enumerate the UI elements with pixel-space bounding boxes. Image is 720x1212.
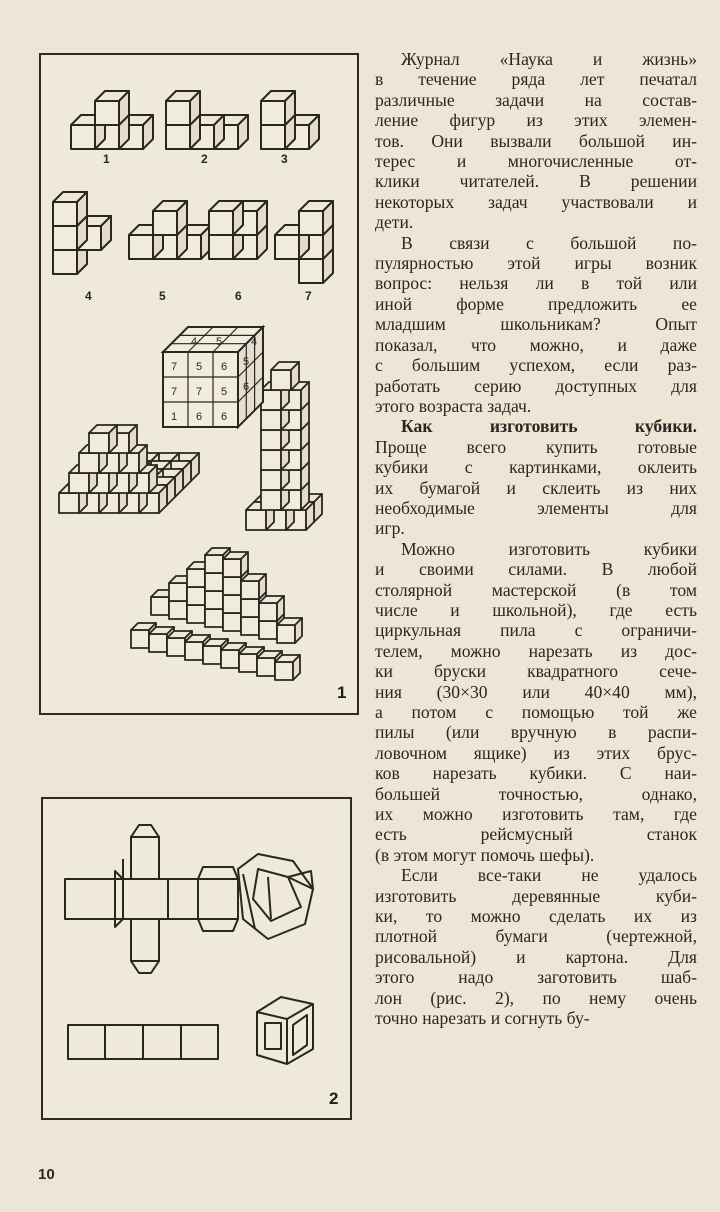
puzzle-piece-4: [53, 192, 111, 274]
cube-face-number: 5: [243, 356, 250, 368]
text-line: пилы (или вручную в распи-: [375, 722, 697, 743]
text-line: младшим школьникам? Опыт: [375, 314, 697, 335]
text-line: дети.: [375, 212, 414, 233]
text-line: ки, то можно сделать их из: [375, 906, 697, 927]
paragraph: [375, 49, 697, 233]
article-text: [375, 49, 697, 1029]
piece-cube: [209, 201, 243, 235]
text-line: лон (рис. 2), по нему очень: [375, 987, 697, 1008]
cube-net-strip: [68, 1025, 218, 1059]
cube-face-number: 1: [171, 411, 178, 423]
text-line: различные задачи на состав-: [375, 89, 697, 110]
figure-2: [41, 797, 352, 1120]
page-number: 10: [38, 1166, 55, 1183]
open-paper-cube: [257, 997, 313, 1064]
pyramid-cube: [89, 425, 117, 453]
puzzle-piece-7: [275, 201, 333, 283]
figure-1-drawing: [41, 55, 357, 713]
text-line: с большим успехом, если раз-: [375, 355, 697, 376]
text-line: кубики с картинками, оклеить: [375, 457, 697, 478]
cube-face-number: 6: [221, 411, 228, 423]
text-line: Можно изготовить кубики: [401, 538, 697, 559]
piece-label: 5: [159, 289, 166, 303]
text-line: этого надо заготовить шаб-: [375, 967, 697, 988]
text-line: их бумагой и склеить из них: [375, 477, 697, 498]
puzzle-piece-5: [129, 201, 211, 259]
text-line: Журнал «Наука и жизнь»: [401, 49, 697, 69]
cube-face-number: 4: [251, 336, 258, 348]
puzzle-piece-6: [209, 201, 267, 259]
cube-face-number: 6: [196, 411, 203, 423]
text-line: этого возраста задач.: [375, 395, 532, 416]
figure-1: [39, 53, 359, 715]
text-line: столярной мастерской (в том: [375, 579, 697, 600]
text-line: работать серию доступных для: [375, 375, 697, 396]
text-line: некоторых задач участвовали и: [375, 191, 697, 212]
text-line: точно нарезать и согнуть бу-: [375, 1008, 590, 1029]
text-line: В связи с большой по-: [401, 232, 697, 253]
puzzle-piece-1: [71, 91, 153, 149]
paragraph: [375, 233, 697, 417]
paragraph: [375, 865, 697, 1028]
piece-label: 6: [235, 289, 242, 303]
wall-cube: [275, 655, 300, 680]
text-line: показал, что можно, и даже: [375, 334, 697, 355]
piece-label: 2: [201, 152, 208, 166]
paragraph: [375, 416, 697, 538]
cube-face-number: 6: [243, 381, 250, 393]
piece-label: 1: [103, 152, 110, 166]
stepped-pyramid: [59, 425, 199, 513]
text-line: необходимые элементы для: [375, 497, 697, 518]
text-line: рисовальной) и картона. Для: [375, 946, 697, 967]
section-heading: Как изготовить кубики.: [401, 416, 697, 437]
cube-face-number: 4: [191, 336, 198, 348]
text-line: в течение ряда лет печатал: [375, 69, 697, 90]
text-line: ков нарезать кубики. С наи-: [375, 763, 697, 784]
piece-cube: [261, 91, 295, 125]
tower-cube: [271, 362, 299, 390]
text-line: ление фигур из этих элемен-: [375, 110, 697, 131]
text-line: ловочном ящике) из этих брус-: [375, 742, 697, 763]
cube-face-number: 6: [221, 361, 228, 373]
text-line: изготовить деревянные куби-: [375, 885, 697, 906]
text-line: вопрос: нельзя ли в той или: [375, 273, 697, 294]
paragraph: [375, 539, 697, 866]
text-line: терес и многочисленные от-: [375, 151, 697, 172]
figure-2-drawing: [43, 799, 350, 1118]
figure-1-number: 1: [337, 683, 347, 702]
wall-cube: [277, 618, 302, 643]
text-line: клики читателей. В решении: [375, 171, 697, 192]
piece-label: 7: [305, 289, 312, 303]
text-line: Если все-таки не удалось: [401, 865, 697, 886]
cube-face-number: 5: [221, 386, 228, 398]
text-line: ния (30×30 или 40×40 мм),: [375, 681, 697, 702]
folded-paper-cube: [238, 854, 313, 939]
text-line: и своими силами. В любой: [375, 559, 697, 580]
cube-face-number: 5: [196, 361, 203, 373]
text-line: есть рейсмусный станок: [375, 824, 697, 845]
piece-cube: [53, 192, 87, 226]
piece-cube: [166, 91, 200, 125]
puzzle-piece-2: [166, 91, 248, 149]
text-line: циркульная пила с ограничи-: [375, 620, 697, 641]
figure-2-number: 2: [329, 1089, 339, 1108]
text-line: числе и школьной), где есть: [375, 599, 697, 620]
text-line: ки бруски квадратного сече-: [375, 661, 697, 682]
cube-face-number: 5: [216, 336, 223, 348]
text-line: а потом с помощью той же: [375, 702, 697, 722]
numbered-cube: [163, 327, 263, 427]
wall-cube: [241, 574, 266, 599]
text-line: игр.: [375, 518, 405, 539]
wall-cube: [259, 596, 284, 621]
text-line: их можно изготовить там, где: [375, 804, 697, 825]
text-line: иной форме предложить ее: [375, 293, 697, 314]
text-line: Проще всего купить готовые: [375, 436, 697, 457]
text-line: тов. Они вызвали большой ин-: [375, 130, 697, 151]
text-line: пулярностью этой игры возник: [375, 253, 697, 274]
piece-cube: [95, 91, 129, 125]
wall-cube: [223, 552, 248, 577]
piece-label: 3: [281, 152, 288, 166]
text-line: плотной бумаги (чертежной,: [375, 926, 697, 947]
piece-cube: [153, 201, 187, 235]
cube-face-number: 7: [171, 361, 178, 373]
step-wall: [131, 548, 302, 680]
cube-net-cross: [65, 825, 238, 973]
piece-label: 4: [85, 289, 92, 303]
text-line: телем, можно нарезать из дос-: [375, 640, 697, 661]
text-line: (в этом могут помочь шефы).: [375, 844, 595, 865]
cube-face-number: 7: [171, 386, 178, 398]
piece-cube: [299, 201, 333, 235]
text-line: большей точностью, однако,: [375, 783, 697, 804]
cube-face-number: 7: [196, 386, 203, 398]
puzzle-piece-3: [261, 91, 319, 149]
